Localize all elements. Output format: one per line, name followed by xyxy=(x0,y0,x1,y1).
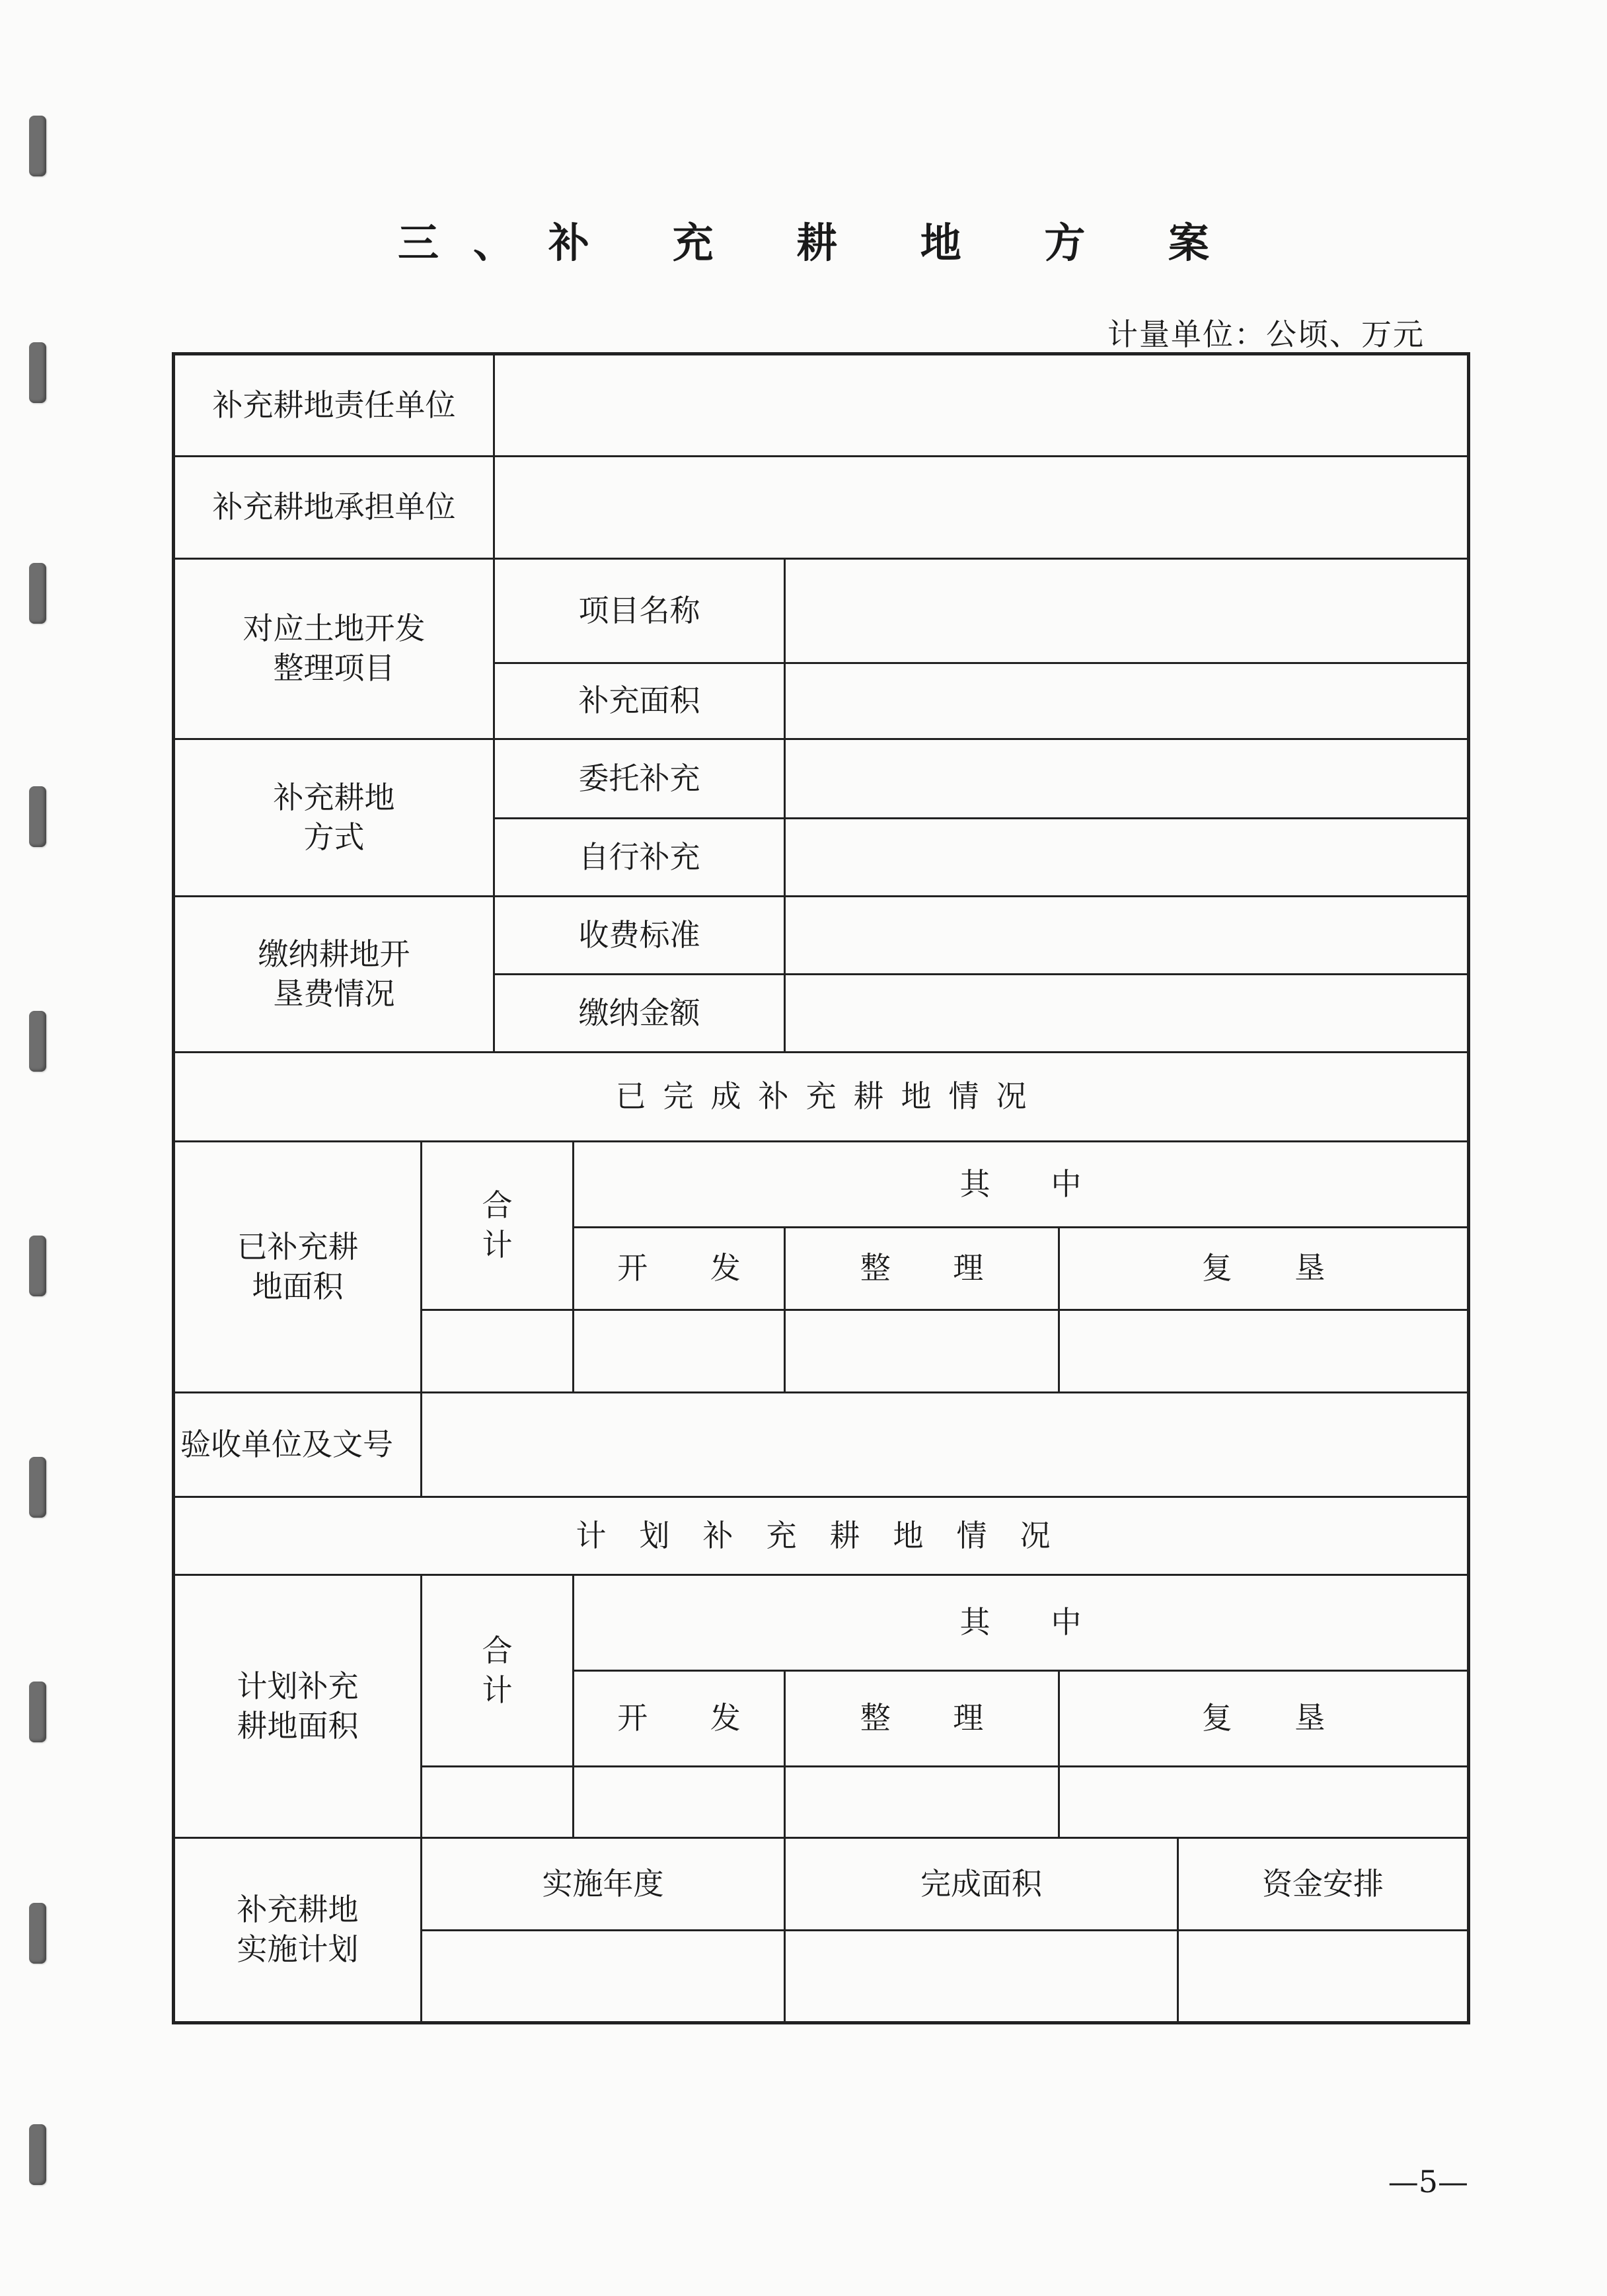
method-group-label xyxy=(174,739,494,897)
fee-amount-label: 缴纳金额 xyxy=(494,975,785,1053)
binding-hole xyxy=(29,1457,46,1518)
completed-area-label xyxy=(174,1142,422,1393)
completed-reclaim-field[interactable] xyxy=(1059,1310,1469,1393)
fee-group-label xyxy=(174,897,494,1053)
implementation-area-label: 完成面积 xyxy=(785,1838,1178,1931)
implementation-funds-label: 资金安排 xyxy=(1178,1838,1469,1931)
planned-total-field[interactable] xyxy=(422,1767,574,1838)
completed-consolidate-field[interactable] xyxy=(785,1310,1059,1393)
planned-section-header: 计划补充耕地情况 xyxy=(174,1497,1469,1575)
planned-consolidate-field[interactable] xyxy=(785,1767,1059,1838)
page-title: 三、补 充 耕 地 方 案 xyxy=(398,219,1244,267)
fee-standard-label: 收费标准 xyxy=(494,897,785,975)
self-supplement-field[interactable] xyxy=(785,819,1469,897)
completed-area-text: 已补充耕地面积 xyxy=(237,1228,359,1304)
implementation-text: 补充耕地实施计划 xyxy=(237,1892,359,1967)
implementation-year-label: 实施年度 xyxy=(422,1838,785,1931)
undertaking-unit-field[interactable] xyxy=(494,457,1469,559)
fee-group-text: 缴纳耕地开垦费情况 xyxy=(258,936,410,1012)
method-group-text: 补充耕地方式 xyxy=(273,779,395,855)
binding-hole xyxy=(29,1682,46,1742)
project-group-label xyxy=(174,559,494,739)
completed-reclaim-label: 复 垦 xyxy=(1059,1228,1469,1310)
completed-total-field[interactable] xyxy=(422,1310,574,1393)
planned-consolidate-label: 整 理 xyxy=(785,1671,1059,1767)
completed-develop-field[interactable] xyxy=(574,1310,785,1393)
undertaking-unit-label: 补充耕地承担单位 xyxy=(174,457,494,559)
entrusted-field[interactable] xyxy=(785,739,1469,819)
fee-standard-field[interactable] xyxy=(785,897,1469,975)
planned-area-text: 计划补充耕地面积 xyxy=(237,1668,359,1744)
planned-of-which-label: 其 中 xyxy=(574,1575,1469,1671)
self-supplement-label: 自行补充 xyxy=(494,819,785,897)
completed-develop-label: 开 发 xyxy=(574,1228,785,1310)
acceptance-label: 验收单位及文号 xyxy=(174,1393,422,1497)
entrusted-label: 委托补充 xyxy=(494,739,785,819)
supplement-farmland-form xyxy=(172,352,1467,2024)
binding-hole xyxy=(29,2124,46,2185)
binding-hole xyxy=(29,342,46,403)
binding-hole xyxy=(29,1236,46,1296)
binding-hole xyxy=(29,116,46,176)
responsible-unit-field[interactable] xyxy=(494,354,1469,457)
implementation-area-field[interactable] xyxy=(785,1931,1178,2023)
completed-consolidate-label: 整 理 xyxy=(785,1228,1059,1310)
implementation-year-field[interactable] xyxy=(422,1931,785,2023)
project-group-text: 对应土地开发整理项目 xyxy=(243,611,426,686)
binding-hole xyxy=(29,1903,46,1964)
implementation-funds-field[interactable] xyxy=(1178,1931,1469,2023)
planned-total-label: 合 计 xyxy=(422,1575,574,1767)
binding-hole xyxy=(29,563,46,624)
planned-develop-field[interactable] xyxy=(574,1767,785,1838)
planned-reclaim-label: 复 垦 xyxy=(1059,1671,1469,1767)
completed-section-header: 已完成补充耕地情况 xyxy=(174,1053,1469,1142)
completed-of-which-label: 其 中 xyxy=(574,1142,1469,1228)
binding-hole xyxy=(29,1011,46,1072)
completed-total-label: 合 计 xyxy=(422,1142,574,1310)
supplement-area-label: 补充面积 xyxy=(494,663,785,739)
supplement-area-field[interactable] xyxy=(785,663,1469,739)
binding-hole xyxy=(29,786,46,847)
fee-amount-field[interactable] xyxy=(785,975,1469,1053)
project-name-field[interactable] xyxy=(785,559,1469,663)
planned-develop-label: 开 发 xyxy=(574,1671,785,1767)
acceptance-field[interactable] xyxy=(422,1393,1469,1497)
implementation-label xyxy=(174,1838,422,2023)
planned-reclaim-field[interactable] xyxy=(1059,1767,1469,1838)
responsible-unit-label: 补充耕地责任单位 xyxy=(174,354,494,457)
project-name-label: 项目名称 xyxy=(494,559,785,663)
page-number: —5— xyxy=(1388,2164,1468,2200)
unit-label: 计量单位：公顷、万元 xyxy=(1107,316,1425,352)
planned-area-label xyxy=(174,1575,422,1838)
